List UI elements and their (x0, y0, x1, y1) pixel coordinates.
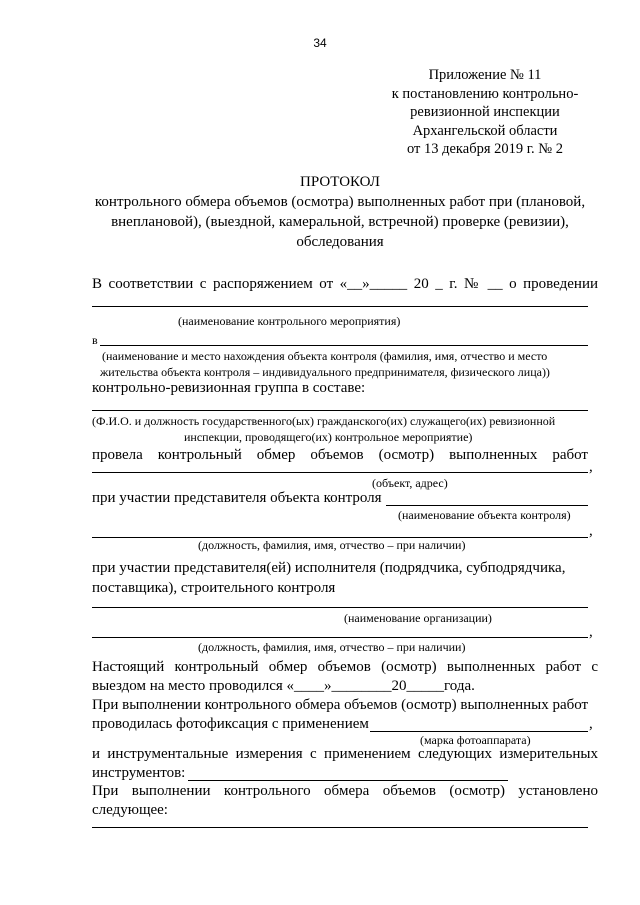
rep-contractor-line-2: поставщика), строительного контроля (92, 580, 336, 596)
caption-camera: (марка фотоаппарата) (420, 733, 531, 747)
rep-contractor-line-1: при участии представителя(ей) исполнителя (подрядчика, субподрядчика, (92, 560, 566, 576)
conducted-line: провела контрольный обмер объемов (осмотр) выполненных работ (92, 447, 588, 463)
rep-object-line: при участии представителя объекта контроля (92, 490, 382, 506)
title-heading: ПРОТОКОЛ (300, 174, 380, 190)
caption-staff-1: (Ф.И.О. и должность государственного(ых) гражданского(их) служащего(их) ревизионной (92, 414, 556, 428)
intro-line: В соответствии с распоряжением от «__»_____ 20 _ г. № __ о проведении (92, 276, 598, 292)
appendix-line: к постановлению контрольно- (391, 85, 579, 102)
onsite-line-2: выездом на место проводился «____»________20_____года. (92, 678, 475, 694)
fill-line (370, 731, 588, 732)
fill-line (92, 410, 588, 411)
title-line: внеплановой), (выездной, камеральной, встречной) проверке (ревизии), (111, 214, 569, 230)
findings-line-1: При выполнении контрольного обмера объемов (осмотр) установлено (92, 783, 598, 799)
appendix-line: Приложение № 11 (428, 67, 542, 83)
appendix-block (370, 66, 600, 159)
photo-line-1: При выполнении контрольного обмера объемов (осмотр) выполненных работ (92, 697, 589, 713)
title-line: обследования (296, 234, 384, 250)
title-line: контрольного обмера объемов (осмотра) выполненных работ при (плановой, (94, 194, 586, 210)
caption-event: (наименование контрольного мероприятия) (178, 314, 401, 328)
fill-line (386, 505, 588, 506)
comma: , (589, 716, 593, 732)
caption-position-2: (должность, фамилия, имя, отчество – при наличии) (198, 640, 466, 654)
fill-line (92, 637, 588, 638)
fill-line (100, 345, 588, 346)
caption-object-1: (наименование и место нахождения объекта контроля (фамилия, имя, отчество и место (102, 349, 548, 363)
fill-line (188, 780, 508, 781)
fill-line (92, 607, 588, 608)
caption-organization: (наименование организации) (344, 611, 492, 625)
comma: , (589, 523, 593, 539)
group-line: контрольно-ревизионная группа в составе: (92, 380, 366, 396)
caption-object-address: (объект, адрес) (372, 476, 448, 490)
fill-line (92, 472, 588, 473)
page-number: 34 (313, 36, 327, 50)
caption-object-name: (наименование объекта контроля) (398, 508, 571, 522)
appendix-line: от 13 декабря 2019 г. № 2 (406, 141, 564, 157)
in-prefix: в (92, 333, 98, 347)
appendix-line: Архангельской области (412, 122, 558, 139)
document-title (80, 172, 600, 252)
caption-staff-2: инспекции, проводящего(их) контрольное мероприятие) (184, 430, 473, 444)
instruments-line-2: инструментов: (92, 765, 186, 781)
photo-line-2: проводилась фотофиксация с применением (92, 716, 369, 732)
onsite-line-1: Настоящий контрольный обмер объемов (осмотр) выполненных работ с (92, 659, 598, 675)
findings-line-2: следующее: (92, 802, 168, 818)
caption-object-2: жительства объекта контроля – индивидуального предпринимателя, физического лица)) (100, 365, 550, 379)
appendix-line: ревизионной инспекции (410, 104, 560, 120)
comma: , (589, 624, 593, 640)
instruments-line-1: и инструментальные измерения с применением следующих измерительных (92, 746, 598, 762)
fill-line (92, 306, 588, 307)
caption-position-1: (должность, фамилия, имя, отчество – при наличии) (198, 538, 466, 552)
comma: , (589, 459, 593, 475)
fill-line (92, 827, 588, 828)
